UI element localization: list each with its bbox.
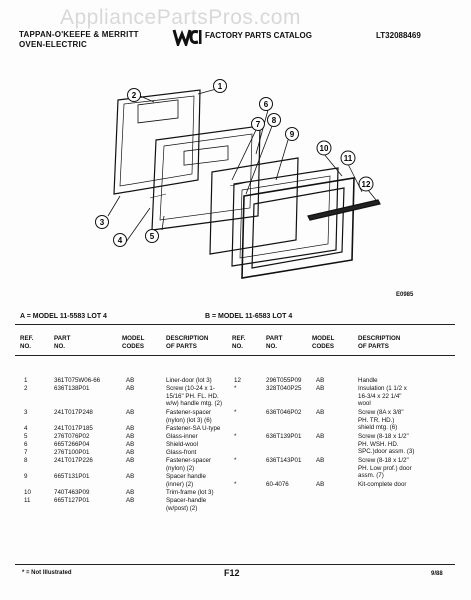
cell-codes: AB: [316, 385, 325, 392]
cell-ref: 8: [24, 457, 28, 464]
cell-codes: AB: [126, 409, 135, 416]
cell-part: 241T017P185: [54, 425, 93, 432]
callout-3-label: 3: [99, 218, 105, 227]
cell-part: 740T463P09: [54, 489, 90, 496]
exploded-door-diagram: [80, 68, 420, 288]
cell-ref: *: [234, 409, 237, 416]
cell-ref: 12: [234, 377, 241, 384]
cell-part: 241T017P248: [54, 409, 93, 416]
col-header-desc: DESCRIPTION OF PARTS: [166, 335, 209, 350]
catalog-title: FACTORY PARTS CATALOG: [205, 31, 312, 40]
cell-part: 636T139P01: [266, 433, 302, 440]
cell-codes: AB: [126, 497, 135, 504]
catalog-code: LT32088469: [376, 31, 421, 40]
cell-desc: Screw (8-18 x 1/2" PH. WSH. HD. SPC.)door assm. (3): [358, 433, 415, 455]
revision-date: 9/88: [431, 571, 443, 577]
cell-desc: Shield-wool: [166, 441, 198, 448]
cell-codes: AB: [126, 449, 135, 456]
cell-part: 665T131P01: [54, 473, 90, 480]
callout-6-label: 6: [263, 100, 269, 109]
cell-desc: Glass-inner: [166, 433, 198, 440]
wci-logo-icon: [172, 28, 202, 46]
cell-ref: *: [234, 385, 237, 392]
col-header-desc: DESCRIPTION OF PARTS: [358, 335, 401, 350]
cell-part: 361T075W06-66: [54, 377, 101, 384]
cell-codes: AB: [126, 425, 135, 432]
callout-8-label: 8: [271, 116, 277, 125]
cell-part: 241T017P226: [54, 457, 93, 464]
callout-5-label: 5: [149, 232, 155, 241]
cell-desc: Handle: [358, 377, 378, 384]
cell-desc: Fastener-spacer (nylon) (2): [166, 457, 212, 472]
cell-part: 328T040P25: [266, 385, 302, 392]
cell-codes: AB: [126, 441, 135, 448]
cell-codes: AB: [316, 481, 325, 488]
cell-codes: AB: [126, 457, 135, 464]
cell-desc: Spacer-handle (w/post) (2): [166, 497, 207, 512]
cell-part: 665T266P04: [54, 441, 90, 448]
cell-codes: AB: [316, 377, 325, 384]
callout-2-label: 2: [131, 91, 137, 100]
cell-part: 665T127P01: [54, 497, 90, 504]
top-rule: [15, 324, 455, 325]
figure-code: E0985: [396, 292, 414, 298]
callout-1-label: 1: [217, 82, 223, 91]
col-header-part: PART NO.: [54, 335, 71, 350]
cell-codes: AB: [126, 385, 135, 392]
cell-codes: AB: [126, 377, 135, 384]
cell-desc: Insulation (1 1/2 x 16-3/4 x 22 1/4" wool: [358, 385, 407, 407]
cell-desc: Fastener-spacer (nylon) (lot 3) (6): [166, 409, 212, 424]
header-rule: [15, 355, 455, 356]
cell-part: 276T076P02: [54, 433, 90, 440]
cell-ref: 5: [24, 433, 28, 440]
bottom-rule: [15, 564, 455, 565]
liner-door-part: [114, 90, 200, 194]
cell-ref: 2: [24, 385, 28, 392]
cell-ref: 10: [24, 489, 31, 496]
model-a-label: A = MODEL 11-5583 LOT 4: [20, 313, 107, 320]
cell-codes: AB: [126, 433, 135, 440]
cell-ref: *: [234, 457, 237, 464]
cell-desc: Spacer handle (inner) (2): [166, 473, 206, 488]
callout-11-label: 11: [343, 154, 353, 163]
cell-ref: 4: [24, 425, 28, 432]
cell-ref: *: [234, 481, 237, 488]
callout-12-label: 12: [361, 180, 371, 189]
cell-ref: 6: [24, 441, 28, 448]
not-illustrated-footnote: * = Not Illustrated: [22, 570, 72, 576]
callout-4-label: 4: [117, 236, 123, 245]
cell-ref: 11: [24, 497, 31, 504]
brand-line-1: TAPPAN-O'KEEFE & MERRITT: [19, 30, 139, 39]
cell-codes: AB: [316, 433, 325, 440]
cell-desc: Screw (8-18 x 1/2" PH. Low prof.) door assm. (7): [358, 457, 412, 479]
cell-desc: Kit-complete door: [358, 481, 407, 488]
cell-part: 636T046P02: [266, 409, 302, 416]
cell-ref: 1: [24, 377, 28, 384]
cell-part: 296T055P09: [266, 377, 302, 384]
cell-desc: Glass-front: [166, 449, 197, 456]
cell-part: 276T100P01: [54, 449, 90, 456]
col-header-model: MODEL CODES: [312, 335, 335, 350]
cell-ref: 3: [24, 409, 28, 416]
col-header-part: PART NO.: [266, 335, 283, 350]
cell-part: 636T138P01: [54, 385, 90, 392]
cell-codes: AB: [316, 409, 325, 416]
watermark-text: AppliancePartsPros.com: [60, 6, 301, 29]
callout-10-label: 10: [319, 144, 329, 153]
callout-9-label: 9: [289, 130, 295, 139]
cell-desc: Liner-door (lot 3): [166, 377, 212, 384]
cell-desc: Fastener-SA U-type: [166, 425, 221, 432]
col-header-ref: REF. NO.: [232, 335, 246, 350]
col-header-ref: REF. NO.: [20, 335, 34, 350]
brand-line-2: OVEN-ELECTRIC: [19, 40, 87, 49]
page-number: F12: [224, 568, 240, 578]
cell-ref: 7: [24, 449, 28, 456]
brand-header: [19, 30, 139, 50]
cell-desc: Screw (8A x 3/8" PH. TR. HD.) shield mtg. (6): [358, 409, 404, 431]
cell-codes: AB: [126, 489, 135, 496]
cell-part: 60-4076: [266, 481, 289, 488]
callout-7-label: 7: [255, 120, 261, 129]
cell-ref: 9: [24, 473, 28, 480]
col-header-model: MODEL CODES: [122, 335, 145, 350]
model-b-label: B = MODEL 11-6583 LOT 4: [205, 313, 293, 320]
cell-desc: Trim-frame (lot 3): [166, 489, 214, 496]
cell-ref: *: [234, 433, 237, 440]
cell-part: 636T143P01: [266, 457, 302, 464]
cell-codes: AB: [126, 473, 135, 480]
cell-desc: Screw (10-24 x 1- 15/16" PH. FL. HD. w/w) handle mtg. (2): [166, 385, 223, 407]
cell-codes: AB: [316, 457, 325, 464]
